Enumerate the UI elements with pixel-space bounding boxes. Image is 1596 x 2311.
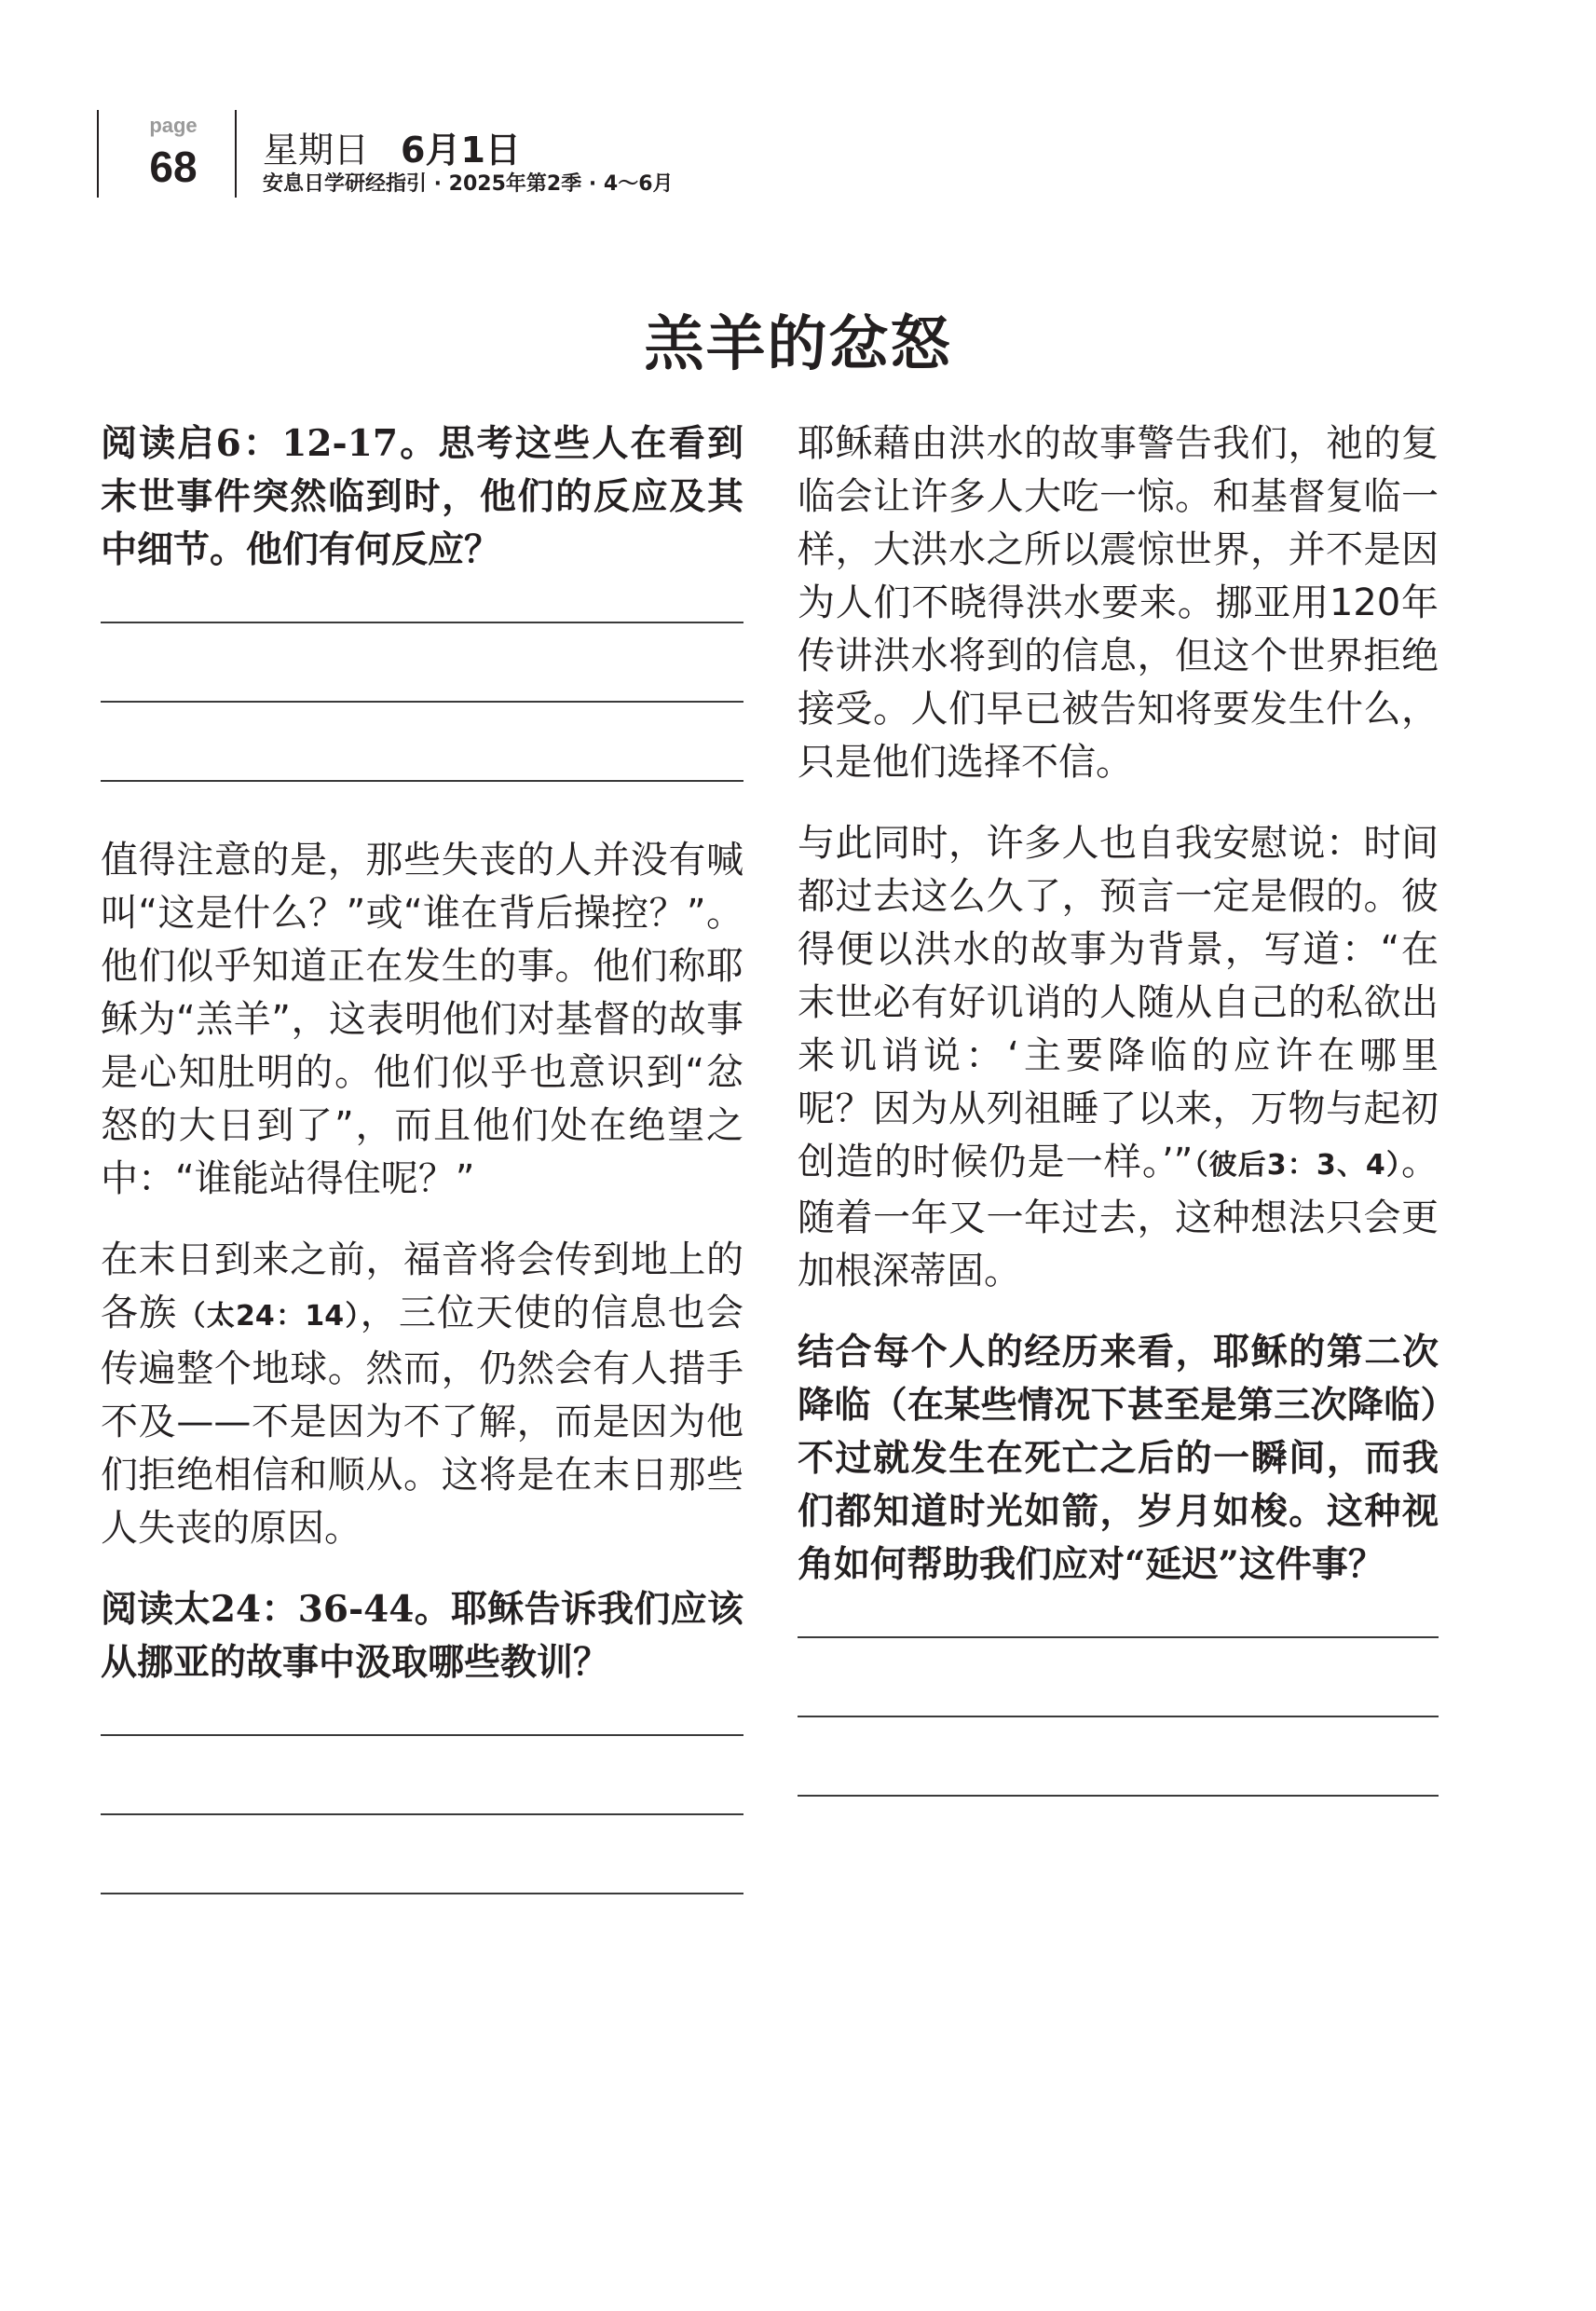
scripture-citation: （太24：14） (177, 1300, 361, 1333)
left-column (101, 417, 743, 1894)
answer-line[interactable] (101, 1893, 743, 1894)
header-day (263, 121, 521, 172)
lesson-title: 羔羊的忿怒 (644, 309, 952, 379)
header-divider-right (235, 110, 237, 198)
page-label: page (149, 114, 198, 137)
answer-line[interactable] (101, 622, 743, 623)
answer-lines-2[interactable] (101, 1734, 743, 1894)
page-number: 68 (149, 143, 198, 191)
paragraph-flood-warning: 耶稣藉由洪水的故事警告我们，祂的复临会让许多人大吃一惊。和基督复临一样，大洪水之所以震惊世界，并不是因为人们不晓得洪水要来。挪亚用120年传讲洪水将到的信息，但这个世界拒绝接受。人们早已被告知将要发生什么，只是他们选择不信。 (798, 422, 1439, 784)
answer-line[interactable] (101, 1734, 743, 1736)
date: 6月1日 (401, 130, 521, 171)
answer-line[interactable] (101, 701, 743, 703)
header-divider-left (97, 110, 99, 198)
paragraph-text: 与此同时，许多人也自我安慰说：时间都过去这么久了，预言一定是假的。彼得便以洪水的故事为背景，写道：“在末世必有好讥诮的人随从自己的私欲出来讥诮说：‘主要降临的应许在哪里呢？因为从列祖睡了以来，万物与起初创造的时候仍是一样。’” (798, 822, 1439, 1183)
weekday: 星期日 (263, 130, 370, 171)
answer-line[interactable] (101, 1813, 743, 1815)
paragraph-text: 。随着一年又一年过去，这种想法只会更加根深蒂固。 (798, 1141, 1439, 1292)
paragraph-text: ，三位天使的信息也会传遍整个地球。然而，仍然会有人措手不及——不是因为不了解，而是因为他们拒绝相信和顺从。这将是在末日那些人失丧的原因。 (101, 1292, 744, 1550)
page-header (97, 110, 935, 203)
scripture-citation: （彼后3：3、4） (1193, 1149, 1401, 1182)
question-1: 阅读启6：12-17。思考这些人在看到末世事件突然临到时，他们的反应及其中细节。他们有何反应？ (101, 422, 743, 571)
answer-line[interactable] (798, 1636, 1439, 1638)
answer-line[interactable] (798, 1716, 1439, 1717)
answer-line[interactable] (798, 1795, 1439, 1797)
paragraph-gospel (101, 1234, 743, 1555)
question-3: 结合每个人的经历来看，耶稣的第二次降临（在某些情况下甚至是第三次降临）不过就发生在死亡之后的一瞬间，而我们都知道时光如箭，岁月如梭。这种视角如何帮助我们应对“延迟”这件事？ (798, 1331, 1439, 1586)
paragraph-text: 在末日到来之前，福音将会传到地上的各族 (101, 1238, 743, 1334)
answer-lines-3[interactable] (798, 1636, 1439, 1797)
question-2: 阅读太24：36-44。耶稣告诉我们应该从挪亚的故事中汲取哪些教训？ (101, 1588, 743, 1684)
answer-lines-1[interactable] (101, 622, 743, 782)
header-subtitle: 安息日学研经指引 · 2025年第2季 · 4～6月 (263, 172, 674, 196)
paragraph-scoffers (798, 817, 1439, 1298)
right-column (798, 417, 1439, 1797)
paragraph-lost-reaction: 值得注意的是，那些失丧的人并没有喊叫“这是什么？”或“谁在背后操控？”。他们似乎知道正在发生的事。他们称耶稣为“羔羊”，这表明他们对基督的故事是心知肚明的。他们似乎也意识到“忿怒的大日到了”，而且他们处在绝望之中：“谁能站得住呢？” (101, 839, 743, 1200)
